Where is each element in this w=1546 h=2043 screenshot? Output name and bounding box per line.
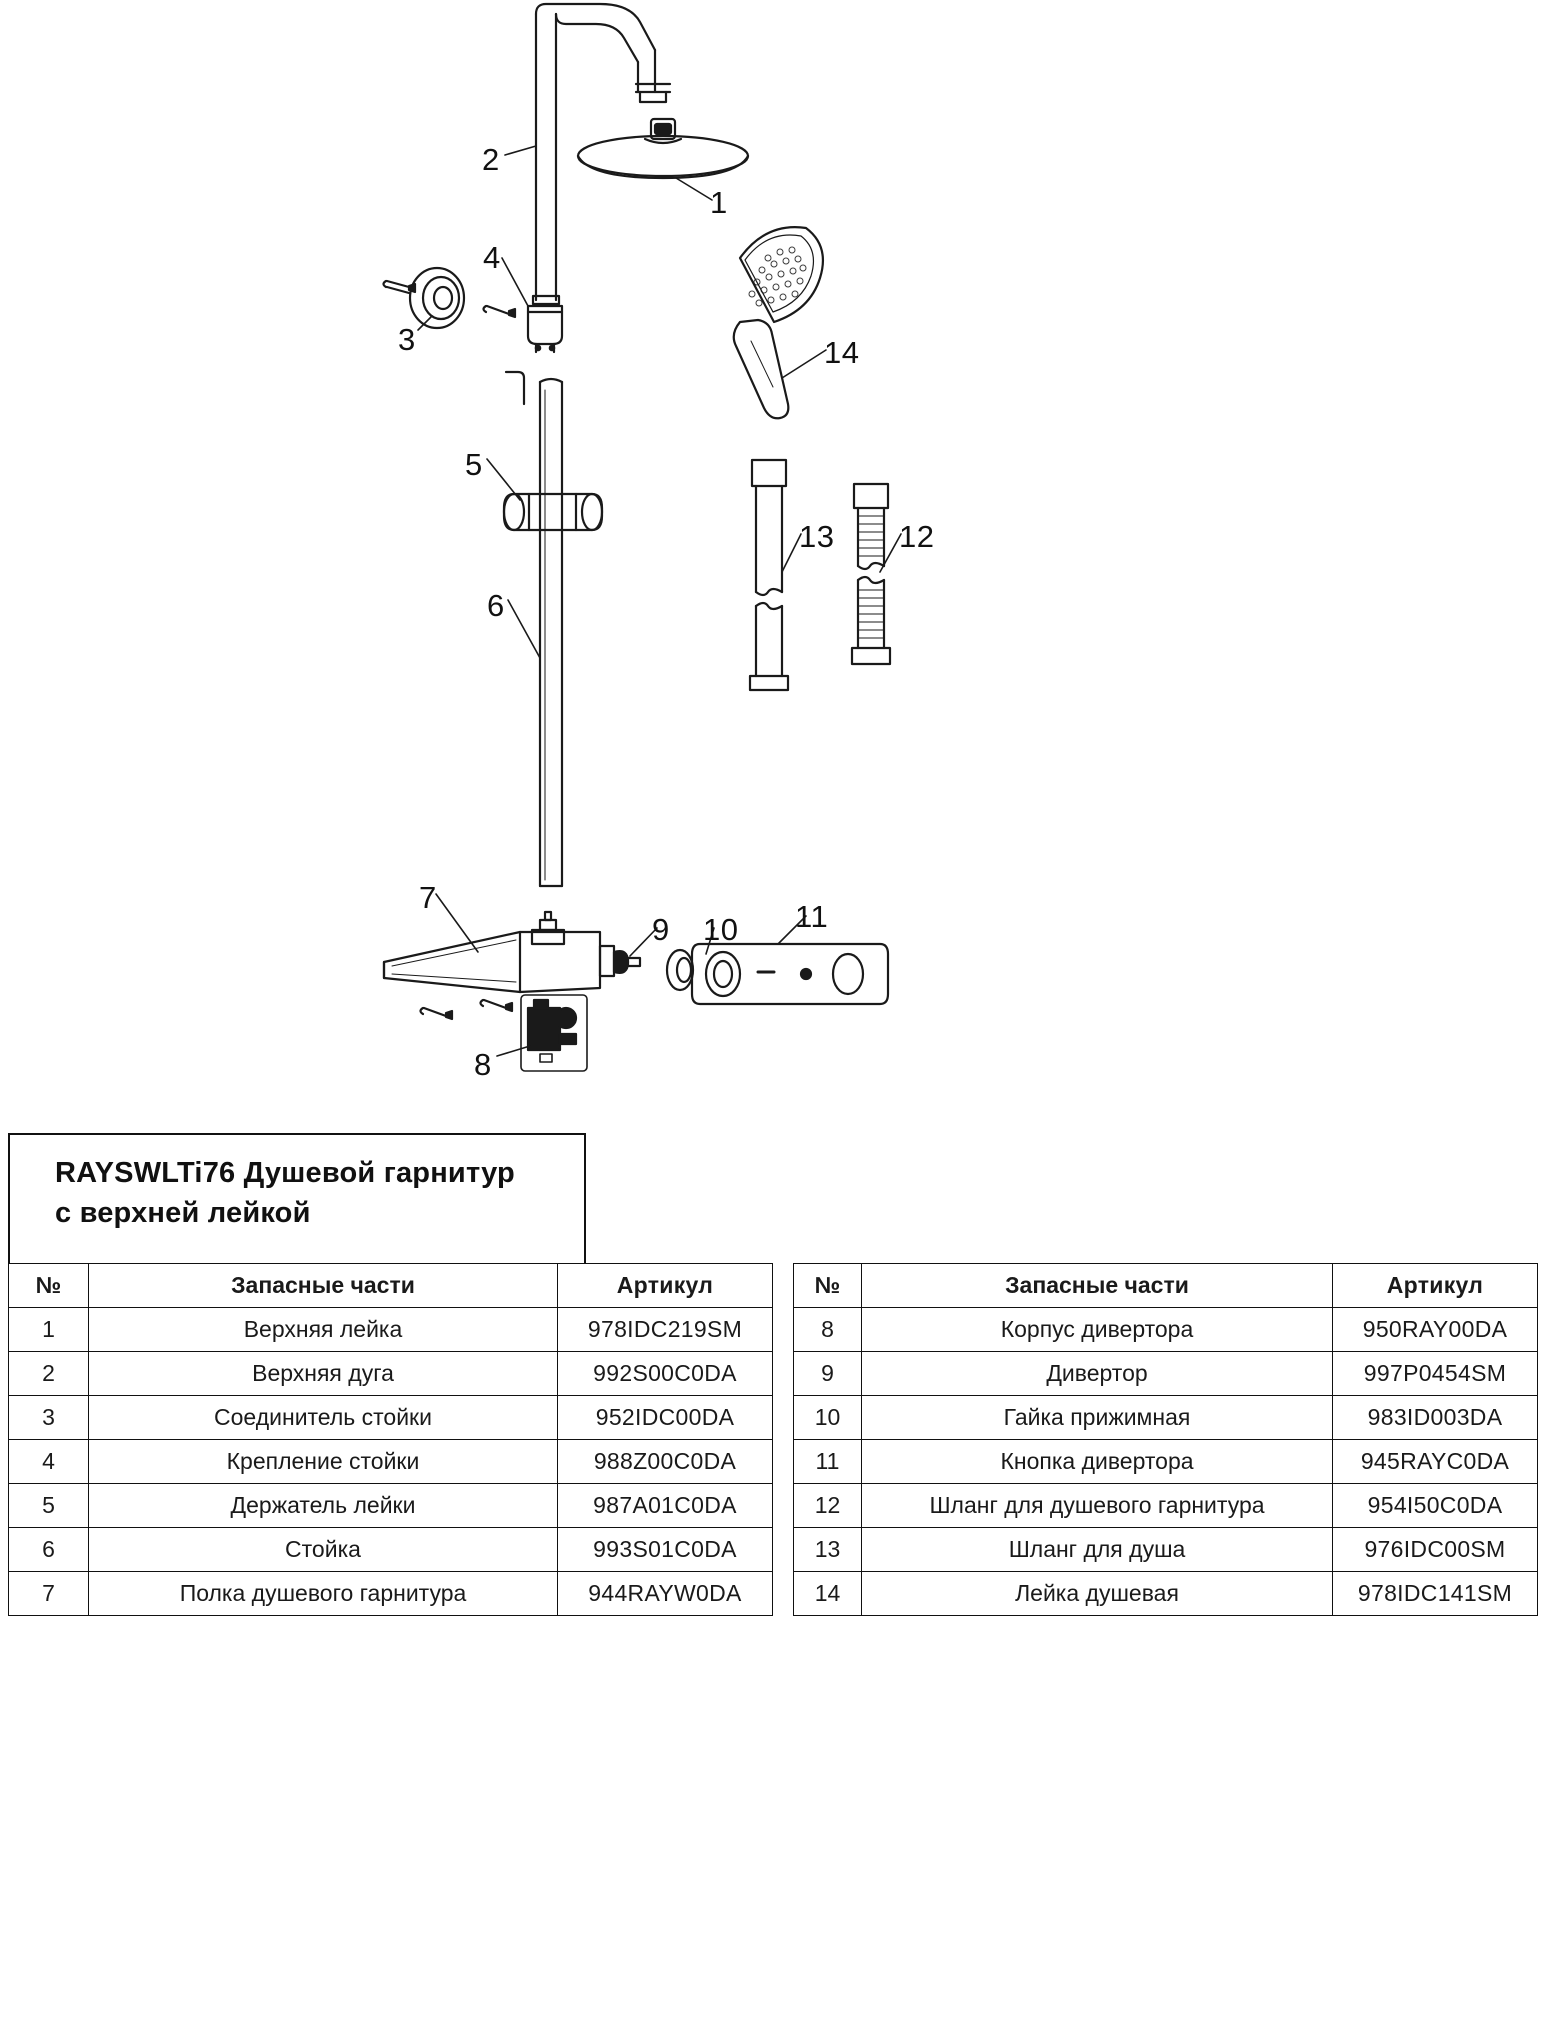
col-art: Артикул	[1333, 1264, 1538, 1308]
row-name: Держатель лейки	[89, 1484, 558, 1528]
row-name: Шланг для душевого гарнитура	[862, 1484, 1333, 1528]
callout-6: 6	[487, 588, 505, 623]
table-header-row	[9, 1264, 773, 1308]
row-num: 11	[794, 1440, 862, 1484]
part-shower-hose-13	[750, 460, 788, 690]
row-art: 976IDC00SM	[1333, 1528, 1538, 1572]
row-art: 954I50C0DA	[1333, 1484, 1538, 1528]
table-row	[794, 1308, 1538, 1352]
table-row	[794, 1572, 1538, 1616]
row-num: 14	[794, 1572, 862, 1616]
row-name: Полка душевого гарнитура	[89, 1572, 558, 1616]
table-row	[794, 1528, 1538, 1572]
callout-12: 12	[899, 519, 935, 554]
col-name: Запасные части	[862, 1264, 1333, 1308]
part-upper-arc	[533, 4, 670, 304]
row-num: 5	[9, 1484, 89, 1528]
table-row	[794, 1484, 1538, 1528]
col-num: №	[9, 1264, 89, 1308]
row-art: 978IDC219SM	[558, 1308, 773, 1352]
part-nut	[667, 950, 693, 990]
callout-13: 13	[799, 519, 835, 554]
row-art: 950RAY00DA	[1333, 1308, 1538, 1352]
row-num: 9	[794, 1352, 862, 1396]
row-name: Крепление стойки	[89, 1440, 558, 1484]
row-num: 4	[9, 1440, 89, 1484]
part-shelf	[384, 912, 640, 992]
callout-14: 14	[824, 335, 860, 370]
part-shower-hose-12	[852, 484, 890, 664]
row-num: 6	[9, 1528, 89, 1572]
part-diverter-button	[692, 944, 888, 1004]
row-name: Верхняя лейка	[89, 1308, 558, 1352]
row-num: 3	[9, 1396, 89, 1440]
row-art: 992S00C0DA	[558, 1352, 773, 1396]
part-riser-connector	[384, 268, 516, 328]
callout-10: 10	[703, 912, 739, 947]
col-name: Запасные части	[89, 1264, 558, 1308]
row-num: 13	[794, 1528, 862, 1572]
row-art: 988Z00C0DA	[558, 1440, 773, 1484]
row-art: 944RAYW0DA	[558, 1572, 773, 1616]
row-name: Стойка	[89, 1528, 558, 1572]
col-num: №	[794, 1264, 862, 1308]
row-art: 945RAYC0DA	[1333, 1440, 1538, 1484]
row-num: 12	[794, 1484, 862, 1528]
table-row	[9, 1352, 773, 1396]
table-row	[9, 1484, 773, 1528]
row-num: 10	[794, 1396, 862, 1440]
row-num: 1	[9, 1308, 89, 1352]
table-row	[9, 1572, 773, 1616]
table-row	[9, 1440, 773, 1484]
callout-2: 2	[482, 142, 500, 177]
col-art: Артикул	[558, 1264, 773, 1308]
parts-table-left	[8, 1263, 773, 1616]
table-row	[794, 1352, 1538, 1396]
row-name: Шланг для душа	[862, 1528, 1333, 1572]
table-row	[794, 1440, 1538, 1484]
row-name: Лейка душевая	[862, 1572, 1333, 1616]
callout-8: 8	[474, 1047, 492, 1082]
row-name: Гайка прижимная	[862, 1396, 1333, 1440]
callout-5: 5	[465, 447, 483, 482]
table-row	[9, 1528, 773, 1572]
part-diverter-body	[521, 995, 587, 1071]
row-name: Кнопка дивертора	[862, 1440, 1333, 1484]
part-overhead-head	[578, 119, 748, 178]
row-name: Дивертор	[862, 1352, 1333, 1396]
row-num: 7	[9, 1572, 89, 1616]
row-art: 983ID003DA	[1333, 1396, 1538, 1440]
part-screws	[421, 1000, 513, 1019]
callout-4: 4	[483, 240, 501, 275]
row-art: 987A01C0DA	[558, 1484, 773, 1528]
row-art: 997P0454SM	[1333, 1352, 1538, 1396]
table-row	[794, 1396, 1538, 1440]
part-hand-shower	[734, 227, 823, 418]
callout-1: 1	[710, 185, 728, 220]
row-name: Верхняя дуга	[89, 1352, 558, 1396]
title-block	[8, 1133, 586, 1263]
row-name: Соединитель стойки	[89, 1396, 558, 1440]
callout-11: 11	[795, 899, 829, 934]
row-art: 978IDC141SM	[1333, 1572, 1538, 1616]
callout-9: 9	[652, 912, 670, 947]
table-header-row	[794, 1264, 1538, 1308]
row-name: Корпус дивертора	[862, 1308, 1333, 1352]
table-row	[9, 1308, 773, 1352]
table-row	[9, 1396, 773, 1440]
callout-3: 3	[398, 322, 416, 357]
title-line-1: RAYSWLTi76 Душевой гарнитур	[55, 1157, 515, 1189]
title-line-2: с верхней лейкой	[55, 1197, 311, 1229]
row-art: 993S01C0DA	[558, 1528, 773, 1572]
part-riser-bar	[540, 379, 562, 886]
row-art: 952IDC00DA	[558, 1396, 773, 1440]
row-num: 2	[9, 1352, 89, 1396]
callout-7: 7	[419, 880, 437, 915]
row-num: 8	[794, 1308, 862, 1352]
parts-table-right	[793, 1263, 1538, 1616]
part-riser-bracket	[506, 306, 562, 404]
